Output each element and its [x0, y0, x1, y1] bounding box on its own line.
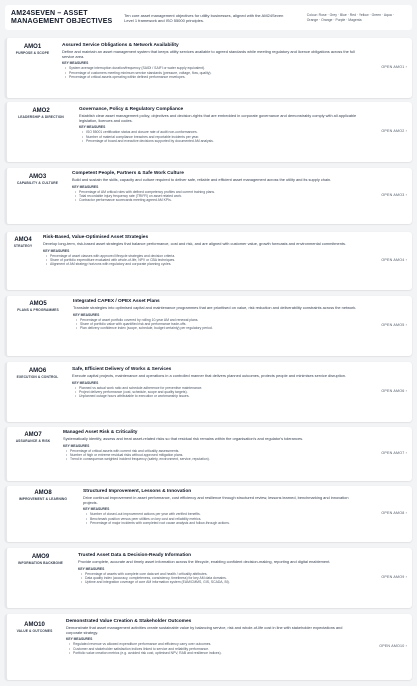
objective-card — [5, 102, 412, 162]
objective-code: AMO2 — [32, 108, 50, 114]
key-measures-list — [76, 318, 359, 331]
key-measures-label: KEY MEASURES — [83, 507, 110, 512]
objective-description: Drive continual improvement in asset performance, cost efficiency and resilience through structured review, lessons learned, benchmarking and innovation projects. — [83, 495, 349, 505]
objective-code: AMO3 — [28, 174, 47, 180]
measure-item: • Alignment of AM strategy horizons with regulatory and corporate planning cycles. — [46, 262, 359, 266]
key-measures-label: KEY MEASURES — [78, 566, 105, 571]
objective-description: Execute capital projects, maintenance and operations in a controlled manner that delivers planned outcomes, protects people and minimises service disruption. — [72, 373, 347, 378]
objective-code-block — [7, 301, 69, 312]
objective-body — [83, 489, 359, 525]
open-objective-link[interactable]: OPEN AMO10 › — [379, 644, 407, 648]
objective-card — [5, 427, 412, 481]
objective-title: Safe, Efficient Delivery of Works & Services — [72, 367, 172, 372]
measure-item: • Percentage of critical assets with current risk and criticality assessments. — [66, 449, 359, 453]
objective-title: Trusted Asset Data & Decision-Ready Information — [78, 553, 192, 558]
objective-description: Develop long-term, risk-based asset strategies that balance performance, cost and risk, and are aligned with customer value, growth forecasts and environmental commitments. — [43, 241, 346, 246]
objective-body — [66, 619, 359, 655]
objective-code-block — [7, 237, 39, 248]
colour-legend: Colour: Rose · Grey · Blue · Red · Yellow · Green · Aqua · Orange · Orange · Purple · Magenta — [306, 13, 394, 22]
measure-item: • Plan delivery confidence index (scope, schedule, budget certainty) per regulatory period. — [76, 326, 359, 330]
objective-description: Provide complete, accurate and timely asset information across the lifecycle, enabling confident decision-making, reporting and digital enablement. — [78, 559, 331, 564]
measure-item: • Number of high or extreme residual risks without approved mitigation plans. — [66, 453, 359, 457]
objective-code: AMO6 — [28, 368, 47, 374]
objective-title: Competent People, Partners & Safe Work Culture — [72, 171, 184, 176]
measure-item: • Percentage of board and executive decisions supported by documented AM analysis. — [82, 139, 359, 143]
measure-item: • Customer and stakeholder satisfaction indices linked to service and reliability performance. — [69, 647, 359, 651]
page-title: AM24SEVEN – ASSET MANAGEMENT OBJECTIVES — [11, 9, 113, 25]
measure-item: • Share of portfolio value with quantified risk and performance trade-offs. — [76, 322, 359, 326]
objective-card — [5, 362, 412, 422]
objective-code: AMO4 — [14, 237, 32, 243]
key-measures-list — [82, 130, 359, 143]
measure-item: • Uptime and integration coverage of core AM information system (EAM/CMMS, GIS, SCADA, BI). — [81, 580, 359, 584]
key-measures-label: KEY MEASURES — [73, 312, 100, 317]
open-objective-link[interactable]: OPEN AMO7 › — [381, 451, 407, 455]
objective-card — [5, 486, 412, 542]
open-objective-link[interactable]: OPEN AMO5 › — [381, 323, 407, 327]
objective-category: CAPABILITY & CULTURE — [16, 181, 59, 185]
measure-item: • Contractor performance scorecards meeting agreed AM KPIs. — [75, 198, 359, 202]
objective-category: ASSURANCE & RISK — [15, 439, 51, 443]
key-measures-label: KEY MEASURES — [72, 184, 99, 189]
objective-category: PURPOSE & SCOPE — [15, 51, 50, 55]
objective-description: Build and sustain the skills, capacity and culture required to deliver safe, reliable and efficient asset management across the utility and its supply chain. — [72, 177, 332, 182]
key-measures-list — [69, 642, 359, 655]
open-objective-link[interactable]: OPEN AMO9 › — [381, 575, 407, 579]
objective-body — [72, 367, 359, 399]
key-measures-label: KEY MEASURES — [79, 125, 106, 130]
objective-body — [62, 43, 359, 79]
objective-code-block — [7, 554, 74, 565]
objective-description: Define and maintain an asset management system that keeps utility services available to agreed standards while meeting regulatory and licence obligations across the full service area. — [62, 49, 355, 59]
measure-item: • Percentage of asset classes with approved lifecycle strategies and decision criteria. — [46, 254, 359, 258]
measure-item: • Percentage of asset portfolio covered by rolling 10-year AM and renewal plans. — [76, 318, 359, 322]
objective-code: AMO5 — [29, 301, 47, 307]
open-objective-link[interactable]: OPEN AMO2 › — [381, 129, 407, 133]
measure-item: • Total recordable injury frequency rate (TRIFR) on asset related work. — [75, 194, 359, 198]
objective-code-block — [7, 490, 79, 501]
objective-code: AMO10 — [24, 622, 45, 628]
objective-code-block — [7, 622, 62, 633]
measure-item: • Number of closed-out improvement actions per year with verified benefits. — [86, 512, 359, 516]
page-intro: Ten core asset management objectives for utility businesses, aligned with the AM24Seven Level 1 framework and ISO 55000 principles. — [124, 12, 284, 23]
key-measures-list — [81, 572, 359, 585]
key-measures-label: KEY MEASURES — [43, 248, 70, 253]
objective-title: Integrated CAPEX / OPEX Asset Plans — [73, 299, 160, 304]
measure-item: • Planned vs actual work ratio and schedule adherence for preventive maintenance. — [75, 386, 359, 390]
measure-item: • Regulated revenue vs allowed expenditure performance and efficiency carry over outcomes. — [69, 642, 359, 646]
key-measures-label: KEY MEASURES — [63, 443, 90, 448]
objective-description: Demonstrate that asset management activities create sustainable value by balancing service, risk and whole-of-life cost in line with stakeholder expectations and corporate strategy. — [66, 625, 343, 635]
measure-item: • Percentage of customers meeting minimum service standards (pressure, voltage, flow, quality). — [65, 71, 359, 75]
objective-title: Risk-Based, Value-Optimised Asset Strategies — [43, 235, 149, 240]
objective-card — [5, 548, 412, 608]
objective-description: Establish clear asset management policy, objectives and decision-rights that are embedded in corporate governance and demonstrably comply with all applicable legislation, licences and codes. — [79, 113, 357, 123]
key-measures-list — [75, 190, 359, 203]
open-objective-link[interactable]: OPEN AMO6 › — [381, 389, 407, 393]
objective-description: Systematically identify, assess and treat asset-related risks so that residual risk remains within the organisation's and regulator's tolerances. — [63, 436, 304, 441]
objective-category: LEADERSHIP & DIRECTION — [18, 115, 64, 119]
objective-body — [72, 171, 359, 203]
objective-code: AMO7 — [24, 432, 42, 438]
objective-body — [63, 430, 359, 462]
open-objective-link[interactable]: OPEN AMO8 › — [381, 511, 407, 515]
key-measures-label: KEY MEASURES — [72, 380, 99, 385]
open-objective-link[interactable]: OPEN AMO3 › — [381, 193, 407, 197]
objective-code: AMO9 — [31, 554, 50, 560]
objective-card — [5, 232, 412, 290]
objective-body — [79, 107, 359, 143]
objective-description: Translate strategies into optimised capital and maintenance programmes that are prioritised on value, risk reduction and deliverability constraints across the network. — [73, 305, 357, 310]
objective-title: Managed Asset Risk & Criticality — [63, 430, 138, 435]
objective-code-block — [7, 44, 58, 55]
objective-code-block — [7, 432, 59, 443]
open-objective-link[interactable]: OPEN AMO1 › — [381, 65, 407, 69]
objective-code: AMO8 — [34, 490, 52, 496]
key-measures-list — [46, 254, 359, 267]
page-header — [5, 5, 412, 30]
measure-item: • Benchmark position versus peer utilities on key cost and reliability metrics. — [86, 517, 359, 521]
open-objective-link[interactable]: OPEN AMO4 › — [381, 258, 407, 262]
objective-title: Assured Service Obligations & Network Availability — [62, 43, 179, 48]
objective-code: AMO1 — [23, 44, 42, 50]
objective-card — [5, 38, 412, 98]
measure-item: • System average interruption duration/frequency (SAIDI / SAIFI or water supply equivalent). — [65, 66, 359, 70]
objective-body — [43, 235, 359, 267]
objective-code-block — [7, 368, 68, 379]
measure-item: • Percentage of assets with complete core data set and health / criticality attributes. — [81, 572, 359, 576]
measure-item: • Data quality index (accuracy, completeness, consistency, timeliness) for key AM data domains. — [81, 576, 359, 580]
key-measures-label: KEY MEASURES — [62, 61, 89, 66]
measure-item: • ISO 55001 certification status and closure rate of audit non-conformances. — [82, 130, 359, 134]
objective-category: INFORMATION BACKBONE — [18, 561, 63, 565]
objective-code-block — [7, 174, 68, 185]
objective-body — [78, 553, 359, 585]
objective-code-block — [7, 108, 75, 119]
key-measures-list — [65, 66, 359, 79]
measure-item: • Trend in consequence-weighted incident frequency (safety, environment, service, reputation). — [66, 457, 359, 461]
objective-category: IMPROVEMENT & LEARNING — [18, 497, 68, 501]
key-measures-list — [75, 386, 359, 399]
objective-card — [5, 296, 412, 356]
objective-category: VALUE & OUTCOMES — [16, 629, 53, 633]
measure-item: • Project delivery performance (cost, schedule, scope and quality targets). — [75, 390, 359, 394]
objective-body — [73, 299, 359, 331]
objective-title: Demonstrated Value Creation & Stakeholder Outcomes — [66, 619, 192, 624]
objective-title: Governance, Policy & Regulatory Compliance — [79, 107, 184, 112]
measure-item: • Unplanned outage hours attributable to execution or workmanship issues. — [75, 394, 359, 398]
objective-category: STRATEGY — [13, 244, 33, 248]
measure-item: • Share of portfolio expenditure evaluated with whole-of-life, NPV or CBA techniques. — [46, 258, 359, 262]
measure-item: • Percentage of AM critical roles with defined competency profiles and current training plans. — [75, 190, 359, 194]
measure-item: • Portfolio value creation metrics (e.g. avoided risk cost, optimised NPV, RAB and resilience indices). — [69, 651, 359, 655]
objective-title: Structured Improvement, Lessons & Innovation — [83, 489, 192, 494]
key-measures-label: KEY MEASURES — [66, 637, 93, 642]
measure-item: • Percentage of critical assets operating within defined performance envelopes. — [65, 75, 359, 79]
measure-item: • Number of material compliance breaches and reportable incidents per year. — [82, 135, 359, 139]
key-measures-list — [66, 449, 359, 462]
key-measures-list — [86, 512, 359, 525]
objective-category: PLANS & PROGRAMMES — [17, 308, 59, 312]
objective-category: EXECUTION & CONTROL — [16, 375, 59, 379]
objective-card — [5, 614, 412, 680]
objective-card — [5, 168, 412, 224]
measure-item: • Percentage of major incidents with completed root cause analysis and follow-through actions. — [86, 521, 359, 525]
